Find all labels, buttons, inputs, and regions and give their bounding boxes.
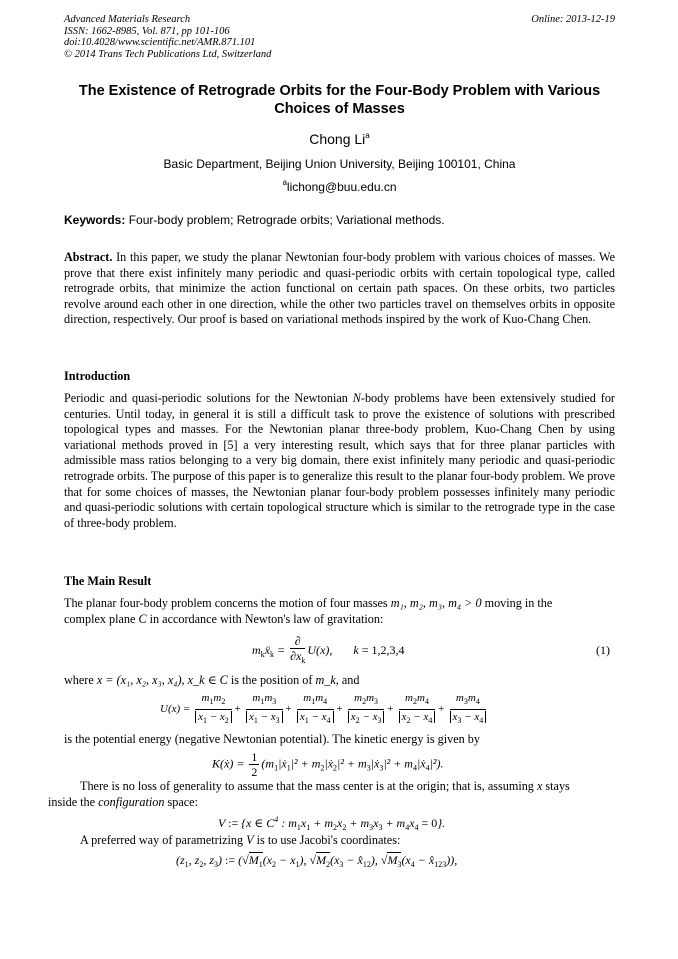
main-result-p1 xyxy=(64,596,615,627)
p4-V: V xyxy=(246,833,254,847)
intro-text-a: Periodic and quasi-periodic solutions for the Newtonian xyxy=(64,391,353,405)
keywords-text: Four-body problem; Retrograde orbits; Variational methods. xyxy=(125,213,445,227)
copyright-line: © 2014 Trans Tech Publications Ltd, Switzerland xyxy=(64,48,272,60)
intro-n: N xyxy=(352,391,361,405)
kinetic-equation: K(ẋ) = $\frac{1}{2}$ ($m_1|ẋ_1|^2$ + $m_2|ẋ_2|^2$ + $m_3|ẋ_3|^2$ + $m_4|ẋ_4|^2$). xyxy=(212,750,444,779)
keywords xyxy=(64,213,615,227)
p3-text-c: inside the xyxy=(48,794,96,809)
where-mk: m_k xyxy=(315,673,336,687)
p1-text-c: complex plane xyxy=(64,611,136,626)
abstract-text: In this paper, we study the planar Newtonian four-body problem with various choices of masses. We prove that there exist infinitely many periodic and quasi-periodic orbits with certain topological type, called retrograde orbits, that minimize the action functional on certain path spaces. On these orbits, two particles revolve around each other in one direction, while the other two particles travel on themselves orbits in opposite direction, respectively. Our proof is based on variational methods inspired by the work of Kuo-Chang Chen. xyxy=(64,250,615,327)
abstract-label: Abstract. xyxy=(64,250,113,264)
email xyxy=(64,178,615,194)
where-text-b: is the position of xyxy=(230,673,313,687)
potential-text: is the potential energy (negative Newtonian potential). The kinetic energy is given by xyxy=(64,732,480,746)
equation-1-number: (1) xyxy=(596,643,610,657)
where-text-c: , and xyxy=(335,673,360,687)
where-text-a: where xyxy=(64,673,94,687)
author xyxy=(64,131,615,147)
abstract xyxy=(64,250,615,328)
email-address: lichong@buu.edu.cn xyxy=(286,180,397,194)
p4-text-a: A preferred way of parametrizing xyxy=(80,833,244,847)
main-result-heading: The Main Result xyxy=(64,574,152,588)
introduction-text xyxy=(64,391,615,531)
online-date: Online: 2013-12-19 xyxy=(531,14,615,25)
introduction-heading: Introduction xyxy=(64,369,131,383)
paper-title: The Existence of Retrograde Orbits for the Four-Body Problem with Various Choices of Masses xyxy=(78,83,601,117)
p3-configuration: configuration xyxy=(98,794,165,809)
p3-text-a: There is no loss of generality to assume that the mass center is at the origin; that is, assuming xyxy=(80,779,534,793)
where-x: x = (x₁, x₂, x₃, x₄), x_k ∈ C xyxy=(96,673,228,687)
p1-masses: m₁, m₂, m₃, m₄ > 0 xyxy=(390,596,482,610)
keywords-label: Keywords: xyxy=(64,213,126,227)
main-result-p4 xyxy=(64,833,615,849)
where-line xyxy=(64,673,615,689)
p1-C: C xyxy=(138,611,147,626)
affiliation: Basic Department, Beijing Union University, Beijing 100101, China xyxy=(163,157,516,171)
email-sup: a xyxy=(282,178,287,187)
author-sup: a xyxy=(365,131,370,140)
intro-text-b: -body problems have been extensively studied for centuries. Until today, in general it is still a difficult task to prove the existence of solutions with prescribed topological types and masses. For the Newtonian planar three-body problem, Kuo-Chang Chen by using variational methods proved in [5] a very interesting result, which says that for three planar particles with admissible mass ratios belonging to a very big domain, there exist infinitely many periodic and quasi-periodic retrograde orbits. The purpose of this paper is to generalize this result to the planar four-body problem. We prove that for some choices of masses, the Newtonian planar four-body problem possesses infinitely many periodic and quasi-periodic solutions with certain topological structure which is similar to the retrograde type in the case of three-body problem. xyxy=(64,391,615,530)
journal-header xyxy=(64,14,615,60)
journal-name: Advanced Materials Research xyxy=(64,14,191,25)
doi-line: doi:10.4028/www.scientific.net/AMR.871.101 xyxy=(64,37,256,48)
author-name: Chong Li xyxy=(309,131,366,147)
configuration-space-equation: V := {x ∈ $C^4$ : $m_1x_1 + m_2x_2 + m_3x_3 + m_4x_4 = 0$}. xyxy=(218,815,446,832)
p3-text-b: stays xyxy=(545,779,570,793)
main-result-p3 xyxy=(48,779,615,810)
p3-x: x xyxy=(536,779,543,793)
equation-1: $m_kẍ_k$ = $\frac{\partial}{\partial x_k}$ U(x), k = 1,2,3,4 xyxy=(252,634,405,665)
jacobi-coordinates-equation: ($z_1$, $z_2$, $z_3$) := ($√M_1(x_2 - x_1)$, $√M_2(x_3$ − $x̂_{12}$), $√M_3(x_4$ − $x̂_{123}$)), xyxy=(176,853,458,869)
p4-text-b: is to use Jacobi's coordinates: xyxy=(256,833,401,847)
p1-text-b: moving in the xyxy=(484,596,553,610)
p1-text-a: The planar four-body problem concerns the motion of four masses xyxy=(64,596,388,610)
issn-line: ISSN: 1662-8985, Vol. 871, pp 101-106 xyxy=(64,25,230,37)
p1-text-d: in accordance with Newton's law of gravitation: xyxy=(149,611,384,626)
potential-equation: U(x) = $\frac{m_1m_2}{x_1 - x_2}$ + $\frac{m_1m_3}{x_1 - x_3}$ + $\frac{m_1m_4}{x_1 - x_4}$ + $\frac{m_2m_3}{x_2 - x_3}$ + $\frac{m_2m_4}{x_2 - x_4}$ + $\frac{m_3m_4}{x_3 - x_4}$ xyxy=(160,691,488,728)
p3-text-d: space: xyxy=(167,794,198,809)
